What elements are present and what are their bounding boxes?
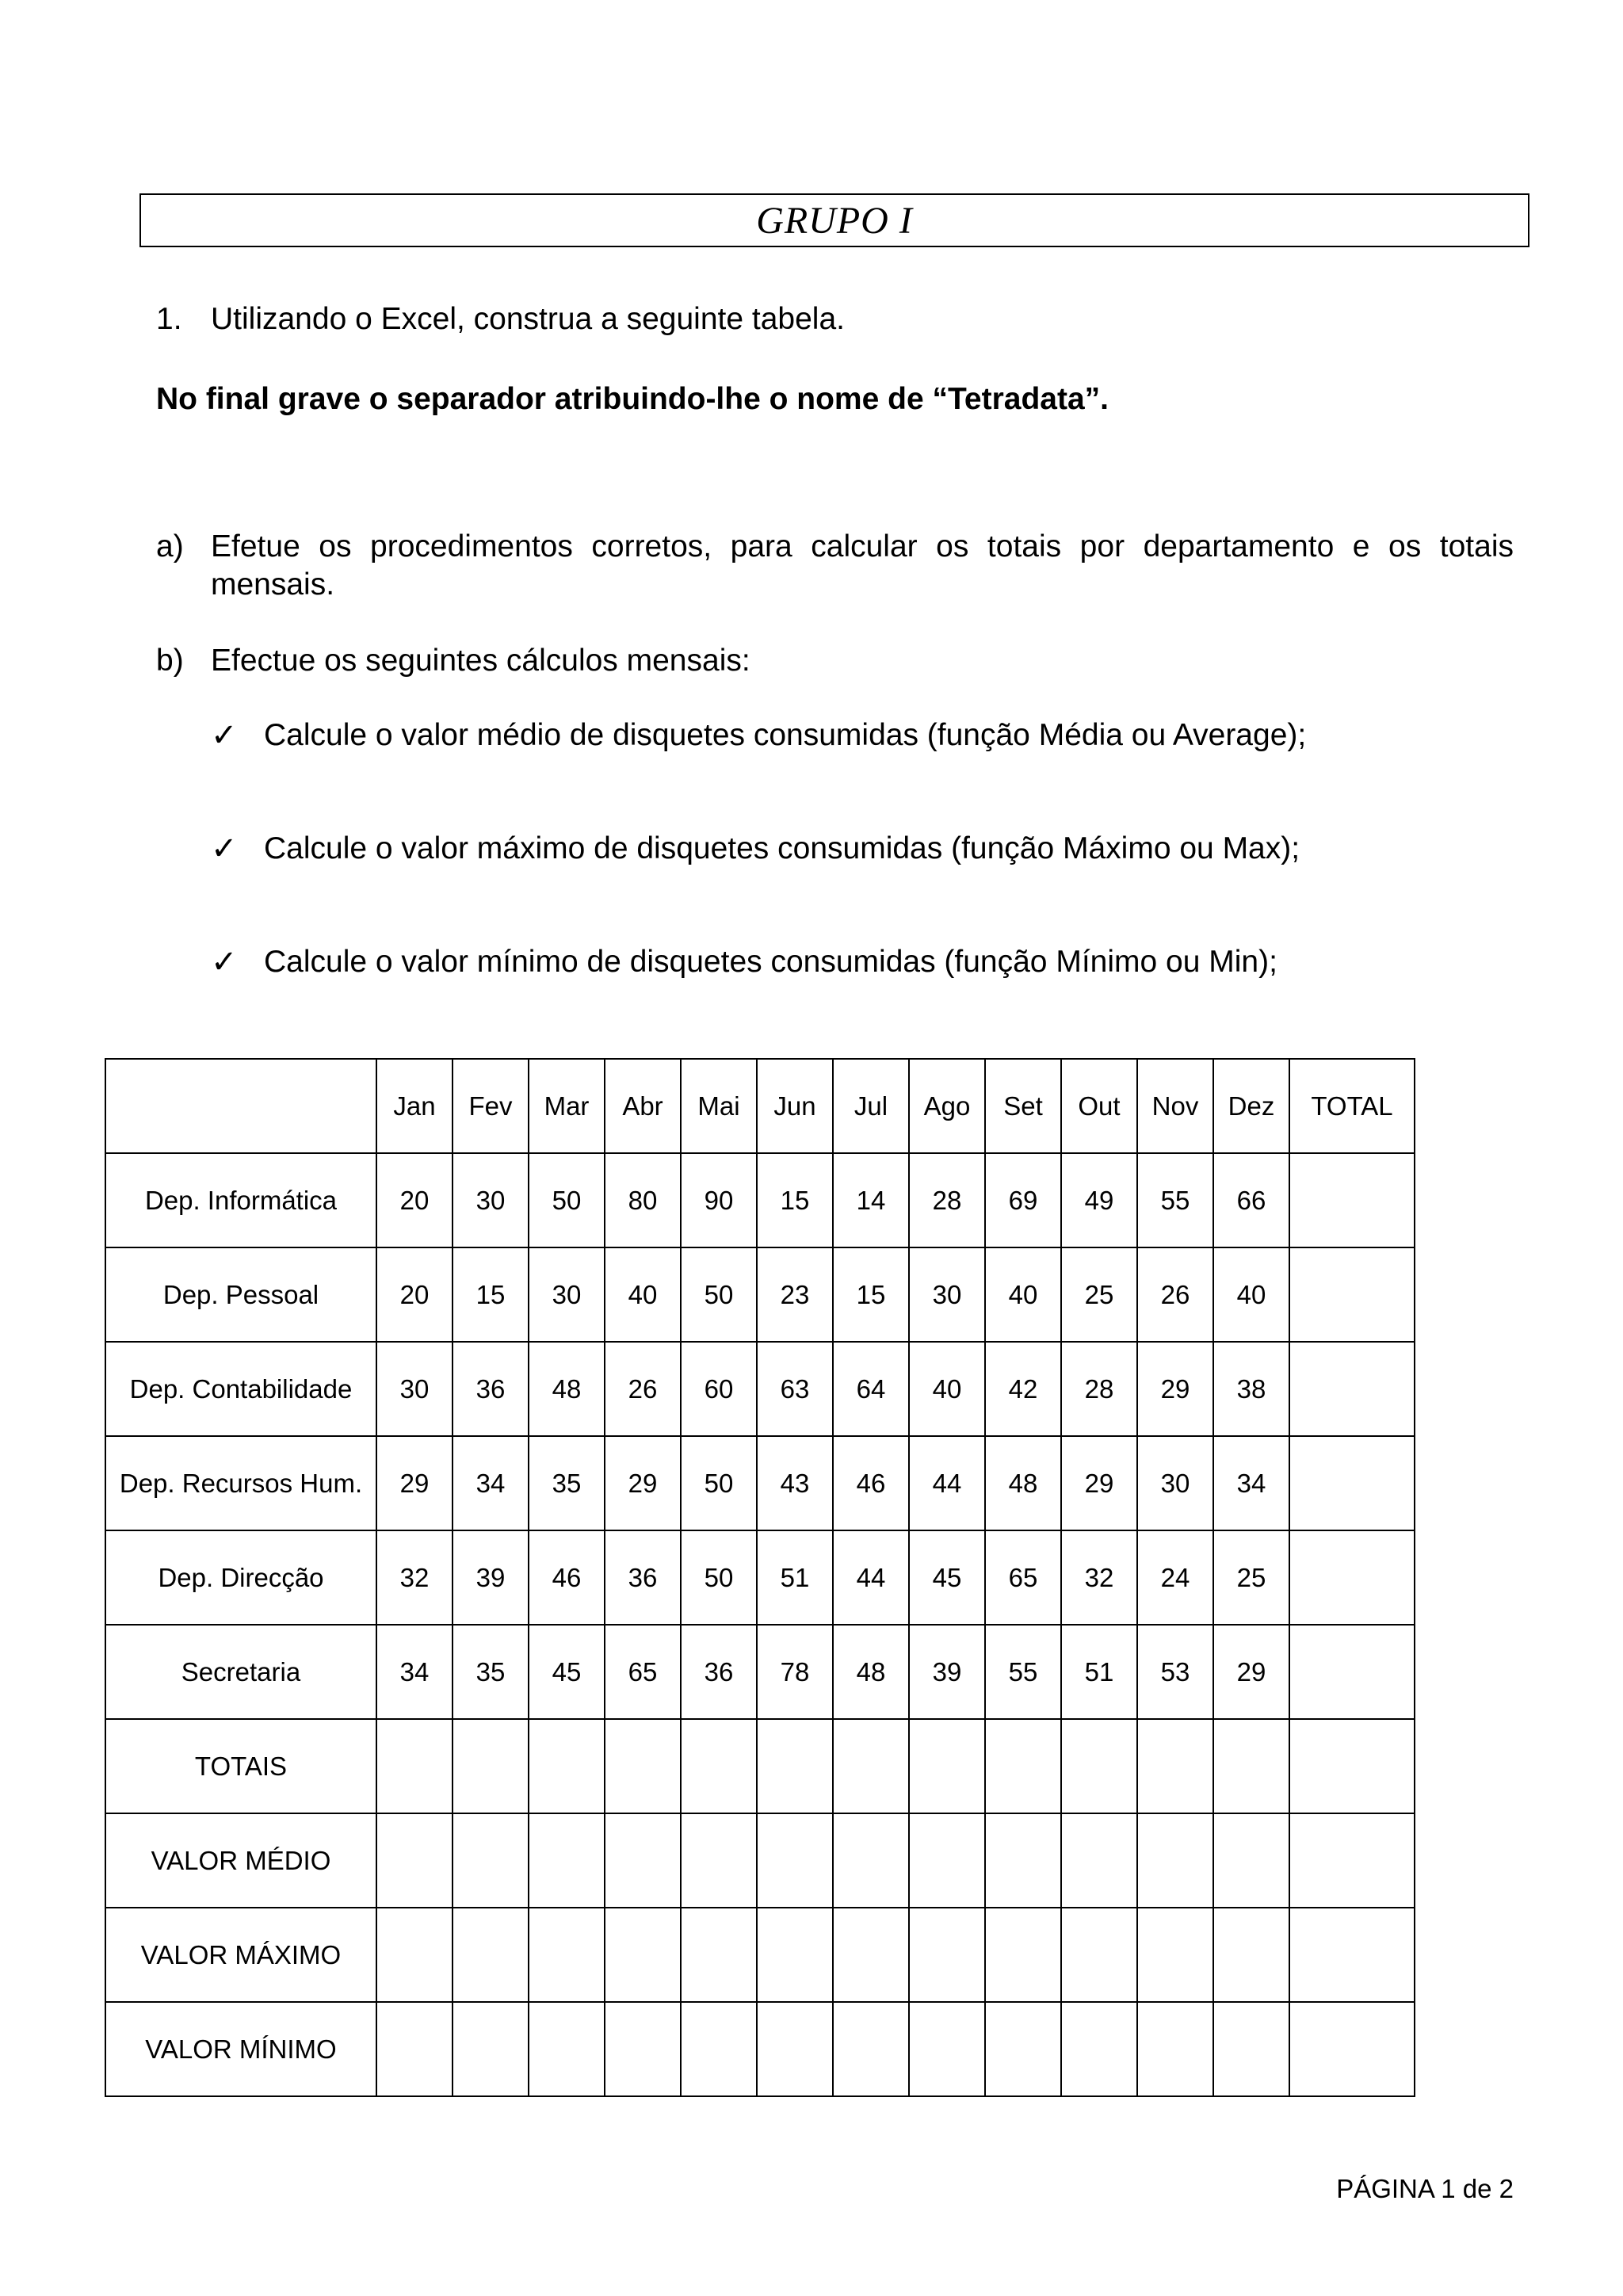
table-cell: 65 [605,1625,681,1719]
total-cell [1289,1436,1415,1530]
table-cell [757,2002,833,2096]
table-cell: 29 [1213,1625,1289,1719]
table-cell: 49 [1061,1153,1137,1247]
column-header: Fev [453,1059,529,1153]
total-cell [1289,1530,1415,1625]
table-cell: 50 [681,1530,757,1625]
table-row [105,1153,1415,1247]
group-header-box [139,193,1529,247]
row-label: VALOR MÁXIMO [105,1908,376,2002]
table-cell: 35 [453,1625,529,1719]
column-header: Abr [605,1059,681,1153]
table-cell [833,1908,909,2002]
table-cell [529,1813,605,1908]
table-cell: 78 [757,1625,833,1719]
table-cell: 20 [376,1153,453,1247]
table-cell: 40 [909,1342,985,1436]
table-cell [605,2002,681,2096]
row-label: TOTAIS [105,1719,376,1813]
table-cell [1061,2002,1137,2096]
table-cell [453,1908,529,2002]
table-cell: 38 [1213,1342,1289,1436]
table-cell: 32 [1061,1530,1137,1625]
table-cell: 25 [1061,1247,1137,1342]
row-label: VALOR MÉDIO [105,1813,376,1908]
table-cell [985,1813,1061,1908]
table-cell [1213,1813,1289,1908]
row-label: Dep. Direcção [105,1530,376,1625]
table-cell: 36 [681,1625,757,1719]
table-cell [681,1908,757,2002]
table-cell: 29 [1137,1342,1213,1436]
table-cell: 66 [1213,1153,1289,1247]
spreadsheet-table [105,1058,1415,2097]
column-header: Out [1061,1059,1137,1153]
table-cell: 36 [605,1530,681,1625]
table-cell [1137,1908,1213,2002]
check-icon: ✓ [211,831,238,866]
table-cell: 30 [1137,1436,1213,1530]
table-row [105,1342,1415,1436]
table-cell [757,1813,833,1908]
table-cell [376,1813,453,1908]
table-cell: 23 [757,1247,833,1342]
column-header: Mai [681,1059,757,1153]
table-cell: 55 [1137,1153,1213,1247]
table-cell [1061,1813,1137,1908]
row-label: Dep. Contabilidade [105,1342,376,1436]
table-cell [985,1719,1061,1813]
table-cell: 48 [529,1342,605,1436]
table-cell: 80 [605,1153,681,1247]
save-instruction: No final grave o separador atribuindo-lhe o nome de “Tetradata”. [156,382,1109,416]
table-cell: 40 [605,1247,681,1342]
table-cell: 60 [681,1342,757,1436]
table-cell: 35 [529,1436,605,1530]
table-cell [453,1813,529,1908]
table-row [105,2002,1415,2096]
table-cell [453,1719,529,1813]
table-header-row [105,1059,1415,1153]
table-cell: 29 [605,1436,681,1530]
table-cell: 34 [453,1436,529,1530]
table-cell: 50 [681,1247,757,1342]
table-cell [1061,1719,1137,1813]
table-cell [529,2002,605,2096]
table-cell: 48 [833,1625,909,1719]
table-cell [1061,1908,1137,2002]
table-cell [681,1719,757,1813]
table-cell [909,2002,985,2096]
table-cell: 69 [985,1153,1061,1247]
table-cell [681,2002,757,2096]
table-cell [909,1813,985,1908]
table-cell: 28 [909,1153,985,1247]
table-cell [376,1908,453,2002]
item-a-marker: a) [156,529,184,563]
row-label: Secretaria [105,1625,376,1719]
check-icon: ✓ [211,945,238,980]
table-cell: 63 [757,1342,833,1436]
column-header: TOTAL [1289,1059,1415,1153]
checklist-item: Calcule o valor mínimo de disquetes consumidas (função Mínimo ou Min); [264,945,1277,979]
item-b-marker: b) [156,644,184,678]
row-label: VALOR MÍNIMO [105,2002,376,2096]
table-cell: 45 [909,1530,985,1625]
table-cell: 30 [529,1247,605,1342]
table-cell [909,1719,985,1813]
total-cell [1289,1719,1415,1813]
item-a-text: Efetue os procedimentos corretos, para calcular os totais por departamento e os totais mensais. [211,529,1514,602]
check-icon: ✓ [211,718,238,753]
total-cell [1289,1153,1415,1247]
column-header: Mar [529,1059,605,1153]
table-cell: 32 [376,1530,453,1625]
table-cell: 30 [909,1247,985,1342]
table-cell: 30 [376,1342,453,1436]
table-cell: 26 [605,1342,681,1436]
table-cell: 53 [1137,1625,1213,1719]
table-cell [376,2002,453,2096]
table-cell: 15 [833,1247,909,1342]
table-cell: 39 [909,1625,985,1719]
total-cell [1289,1247,1415,1342]
table-cell [1213,1719,1289,1813]
table-cell: 51 [1061,1625,1137,1719]
checklist-item: Calcule o valor médio de disquetes consumidas (função Média ou Average); [264,718,1307,752]
row-label: Dep. Informática [105,1153,376,1247]
column-header: Dez [1213,1059,1289,1153]
table-cell [1137,1719,1213,1813]
table-cell [605,1908,681,2002]
table-cell: 14 [833,1153,909,1247]
total-cell [1289,1813,1415,1908]
table-cell [909,1908,985,2002]
table-cell: 29 [376,1436,453,1530]
column-header: Set [985,1059,1061,1153]
table-row [105,1908,1415,2002]
table-cell: 55 [985,1625,1061,1719]
table-cell: 34 [1213,1436,1289,1530]
question-number: 1. [156,302,182,336]
corner-cell [105,1059,376,1153]
table-cell [757,1719,833,1813]
table-row [105,1530,1415,1625]
column-header: Jul [833,1059,909,1153]
item-b-text: Efectue os seguintes cálculos mensais: [211,644,750,678]
table-cell: 29 [1061,1436,1137,1530]
table-cell: 34 [376,1625,453,1719]
table-cell: 42 [985,1342,1061,1436]
total-cell [1289,1625,1415,1719]
column-header: Nov [1137,1059,1213,1153]
table-row [105,1719,1415,1813]
table-cell: 45 [529,1625,605,1719]
table-cell [985,2002,1061,2096]
table-cell: 64 [833,1342,909,1436]
column-header: Ago [909,1059,985,1153]
table-cell: 40 [985,1247,1061,1342]
checklist-item: Calcule o valor máximo de disquetes consumidas (função Máximo ou Max); [264,831,1300,865]
column-header: Jun [757,1059,833,1153]
table-cell [985,1908,1061,2002]
table-cell: 28 [1061,1342,1137,1436]
table-cell [1213,2002,1289,2096]
table-cell [529,1908,605,2002]
table-cell: 48 [985,1436,1061,1530]
table-cell [1137,2002,1213,2096]
table-row [105,1247,1415,1342]
table-cell: 50 [681,1436,757,1530]
table-cell [605,1719,681,1813]
table-cell: 44 [833,1530,909,1625]
table-cell: 36 [453,1342,529,1436]
table-cell: 40 [1213,1247,1289,1342]
table-cell [453,2002,529,2096]
table-cell: 15 [453,1247,529,1342]
table-cell: 24 [1137,1530,1213,1625]
table-cell: 44 [909,1436,985,1530]
table-cell: 39 [453,1530,529,1625]
page-number: PÁGINA 1 de 2 [1336,2174,1514,2203]
table-cell: 51 [757,1530,833,1625]
table-cell: 90 [681,1153,757,1247]
table-cell [1213,1908,1289,2002]
table-cell: 65 [985,1530,1061,1625]
table-cell [529,1719,605,1813]
table-row [105,1813,1415,1908]
table-cell: 20 [376,1247,453,1342]
table-cell: 46 [529,1530,605,1625]
total-cell [1289,2002,1415,2096]
table-cell [1137,1813,1213,1908]
total-cell [1289,1342,1415,1436]
table-row [105,1625,1415,1719]
table-cell: 15 [757,1153,833,1247]
table-cell [681,1813,757,1908]
table-cell [757,1908,833,2002]
row-label: Dep. Recursos Hum. [105,1436,376,1530]
table-cell: 26 [1137,1247,1213,1342]
group-title: GRUPO I [756,199,913,242]
table-cell [376,1719,453,1813]
total-cell [1289,1908,1415,2002]
table-cell: 50 [529,1153,605,1247]
row-label: Dep. Pessoal [105,1247,376,1342]
table-row [105,1436,1415,1530]
table-cell: 43 [757,1436,833,1530]
table-cell: 25 [1213,1530,1289,1625]
table-cell [605,1813,681,1908]
column-header: Jan [376,1059,453,1153]
table-cell [833,2002,909,2096]
table-cell [833,1719,909,1813]
table-cell: 30 [453,1153,529,1247]
question-text: Utilizando o Excel, construa a seguinte tabela. [211,302,845,336]
table-cell: 46 [833,1436,909,1530]
table-cell [833,1813,909,1908]
